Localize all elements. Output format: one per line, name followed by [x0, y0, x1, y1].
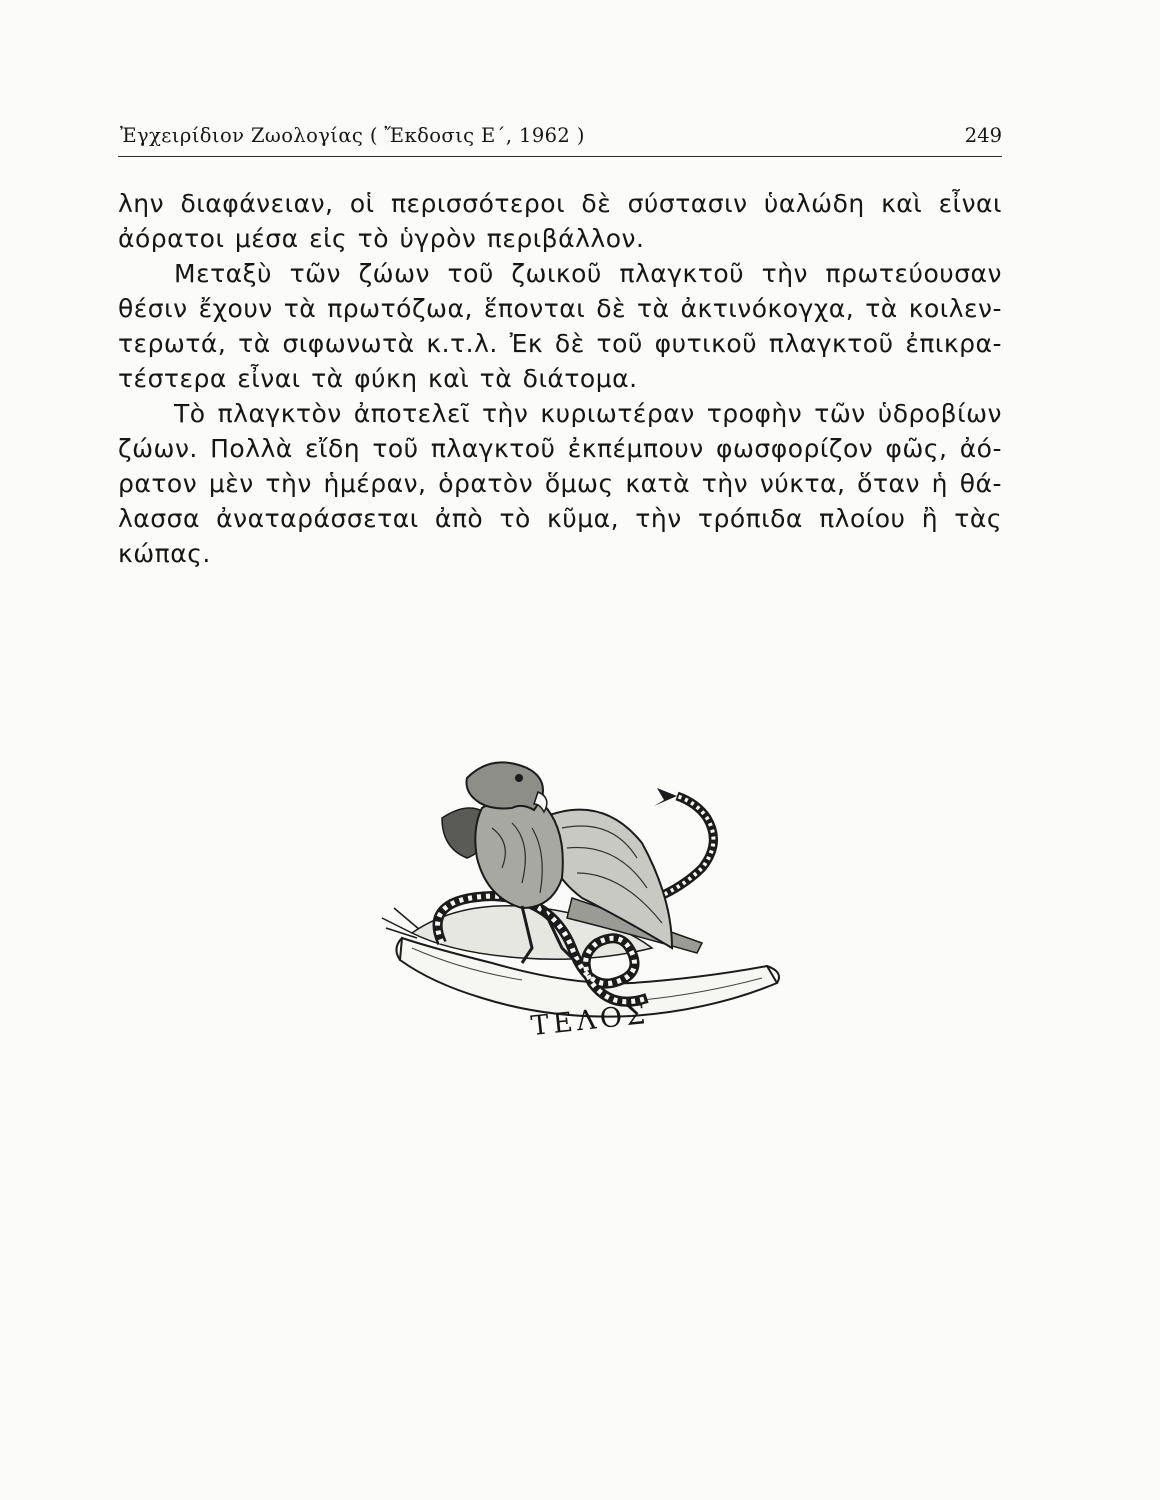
vignette-label: ΤΕΛΟΣ: [529, 998, 651, 1042]
paragraph-1: λην διαφάνειαν, οἱ περισσότεροι δὲ σύστασιν ὑαλώδη καὶ εἶναι ἀόρατοι μέσα εἰς τὸ ὑγρὸν περιβάλλον.: [118, 189, 1002, 253]
paragraph-2: Μεταξὺ τῶν ζώων τοῦ ζωικοῦ πλαγκτοῦ τὴν πρωτεύουσαν θέσιν ἔχουν τὰ πρωτόζωα, ἕπονται δὲ τὰ ἀκτινόκογχα, τὰ κοιλεν-τερωτά, τὰ σιφωνωτὰ κ.τ.λ. Ἐκ δὲ τοῦ φυτικοῦ πλαγκτοῦ ἐπικρα-τέστερα εἶναι τὰ φύκη καὶ τὰ διάτομα.: [118, 259, 1002, 393]
page-number: 249: [964, 124, 1002, 147]
body-text: [118, 186, 1002, 571]
running-title: Ἐγχειρίδιον Ζωολογίας ( Ἔκδοσις Ε΄, 1962 ): [120, 124, 585, 147]
page-header: [118, 122, 1002, 157]
paragraph-3: Τὸ πλαγκτὸν ἀποτελεῖ τὴν κυριωτέραν τροφὴν τῶν ὑδροβίων ζώων. Πολλὰ εἴδη τοῦ πλαγκτοῦ ἐκπέμπουν φωσφορίζον φῶς, ἀό-ρατον μὲν τὴν ἡμέραν, ὁρατὸν ὅμως κατὰ τὴν νύκτα, ὅταν ἡ θά-λασσα ἀναταράσσεται ἀπὸ τὸ κῦμα, τὴν τρόπιδα πλοίου ἢ τὰς κώπας.: [118, 399, 1002, 568]
